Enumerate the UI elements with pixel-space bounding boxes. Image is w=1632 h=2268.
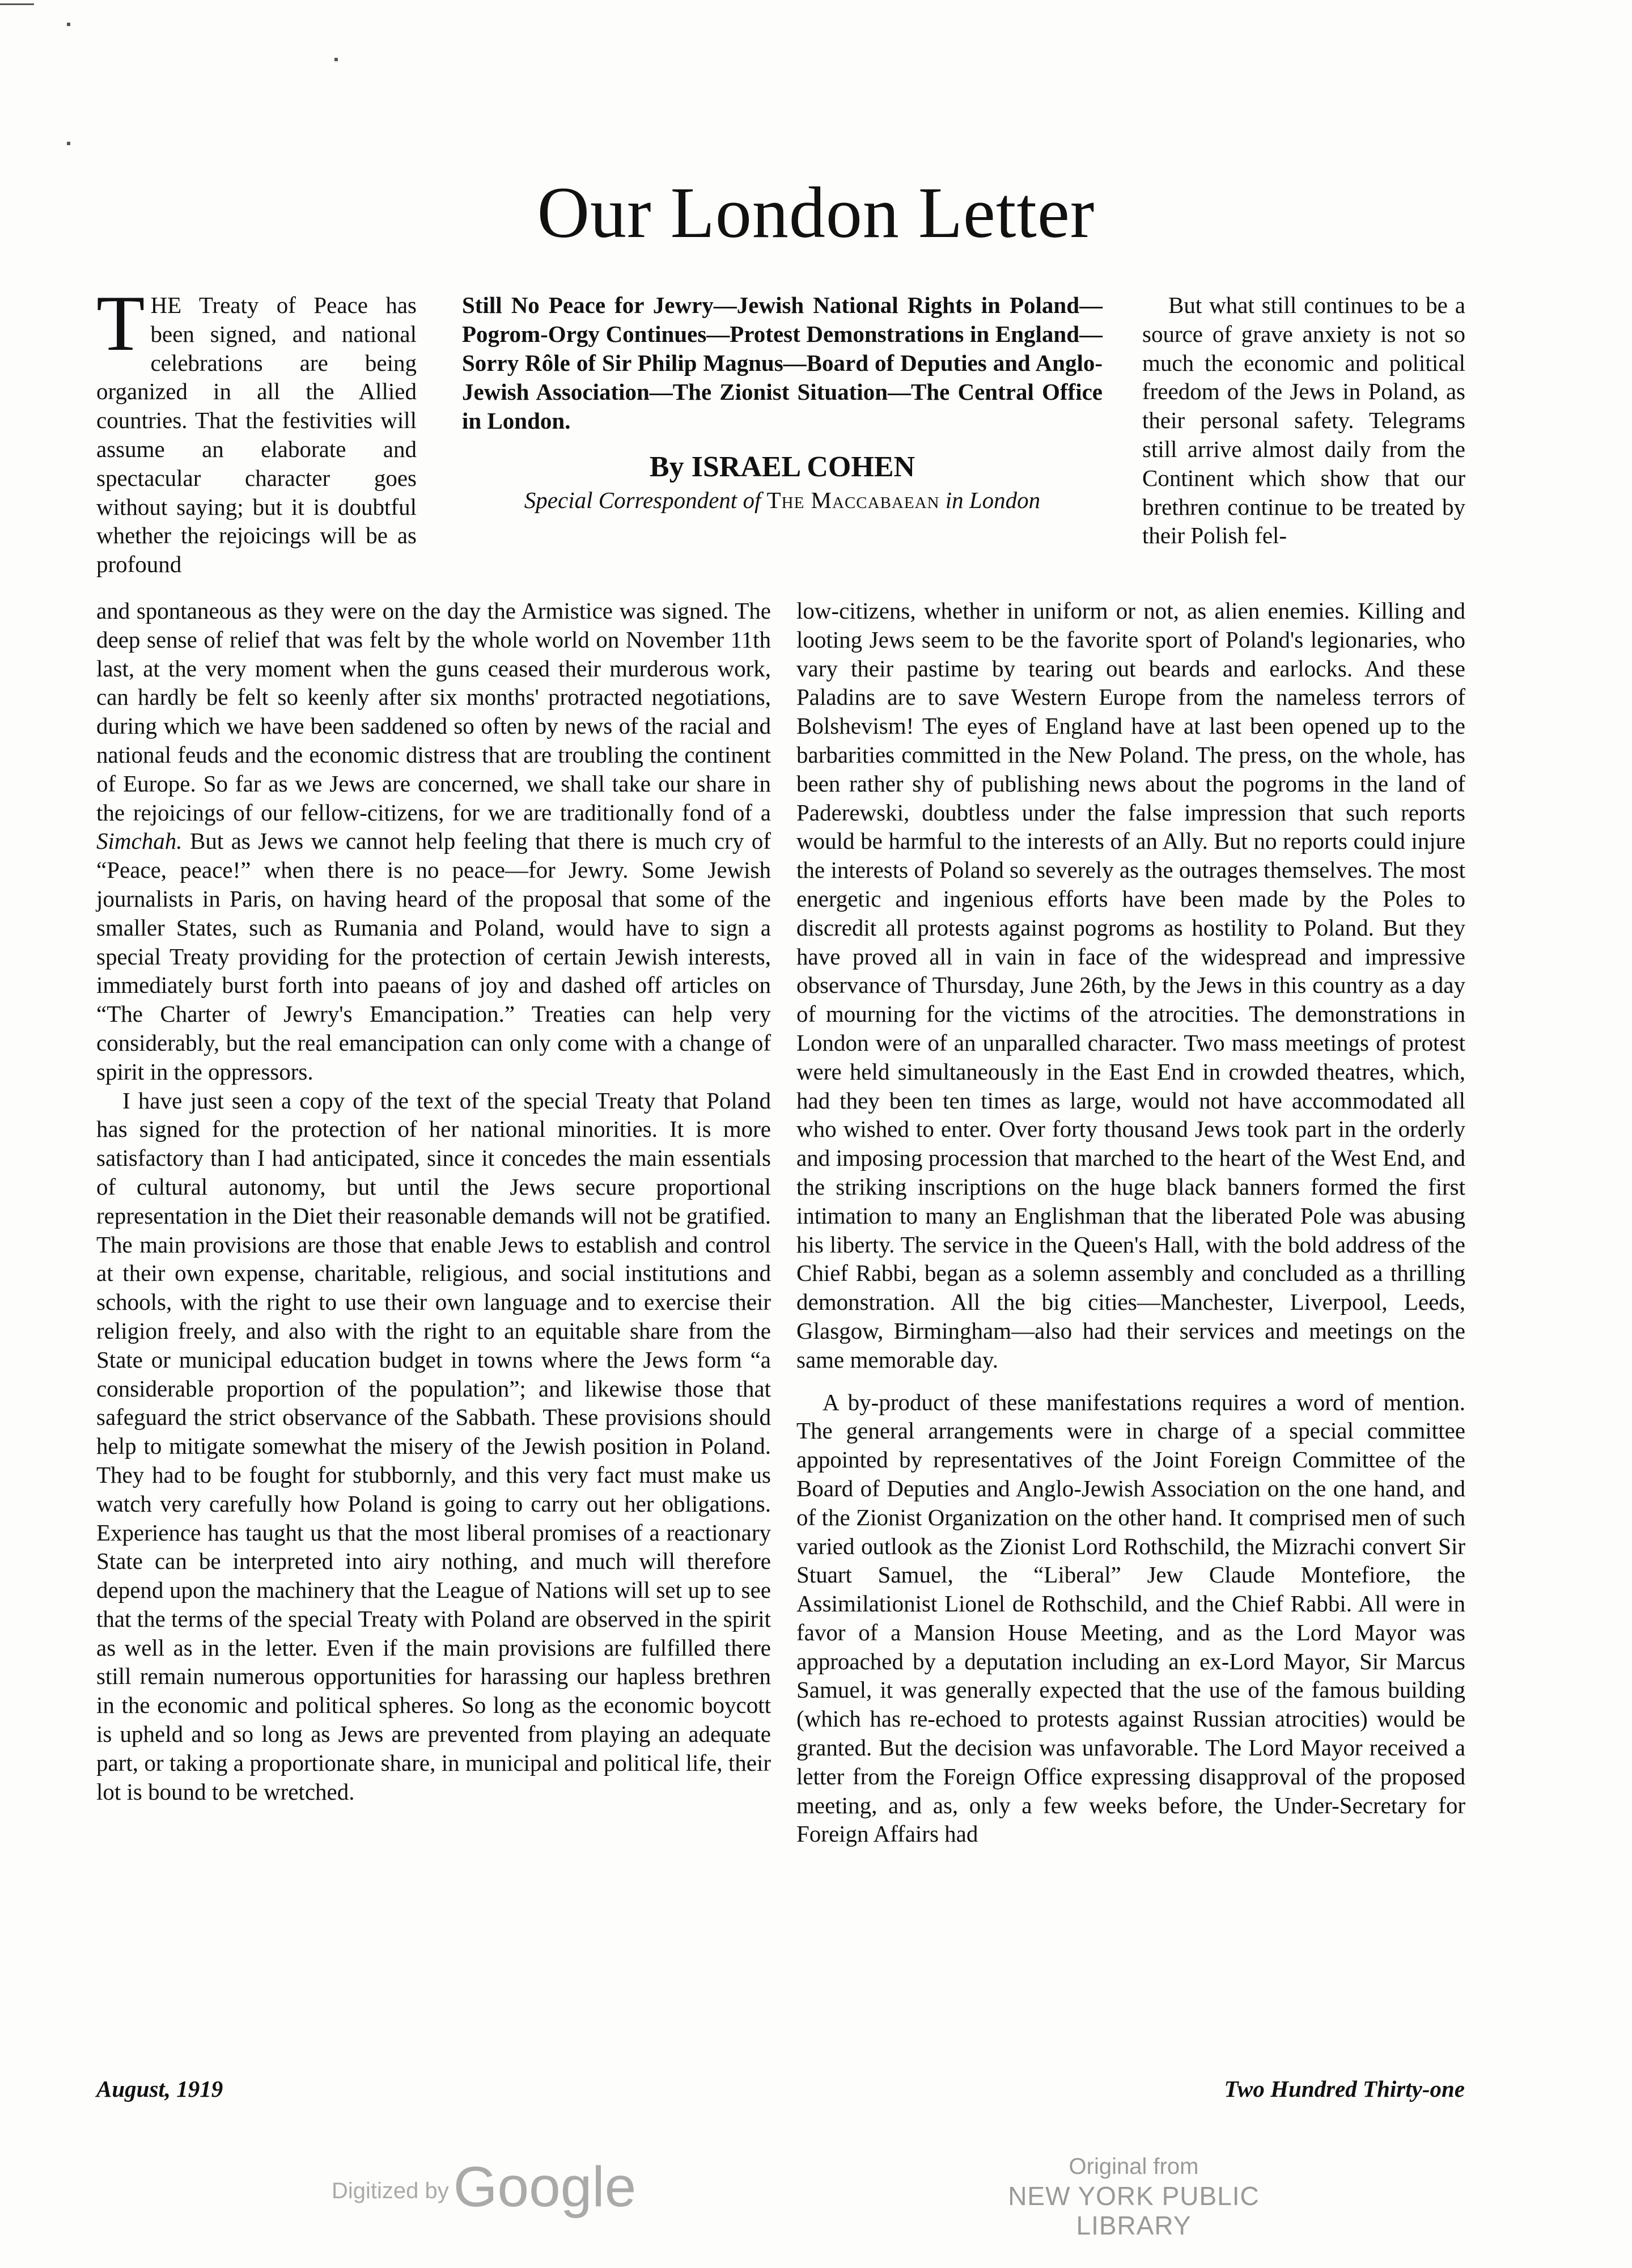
digitized-by-watermark	[332, 2155, 636, 2220]
library-name: NEW YORK PUBLIC LIBRARY	[1008, 2181, 1260, 2240]
correspondent-line	[462, 485, 1103, 515]
paragraph-1-text-a: and spontaneous as they were on the day the Armistice was signed. The deep sense of relief that was felt by the whole world on November 11th last, at the very moment when the guns ceased their murderous work, can hardly be felt so keenly after six months' protracted negotiations, during which we have been saddened so often by news of the racial and national feuds and the economic distress that are troubling the continent of Europe. So far as we Jews are concerned, we shall take our share in the rejoicings of our fellow-citizens, for we are traditionally fond of a	[96, 598, 771, 826]
lead-left-text: HE Treaty of Peace has been signed, and national celebrations are being organized in all the Allied countries. That the festivities will assume an elaborate and spectacular character goes without saying; but it is doubtful whether the rejoicings will be as profound	[96, 292, 417, 578]
simchah-word: Simchah.	[96, 828, 183, 854]
original-from-label: Original from	[1069, 2154, 1199, 2179]
byline: By ISRAEL COHEN	[649, 451, 915, 483]
scan-dot	[67, 142, 70, 145]
body-column-left	[96, 596, 771, 1806]
paragraph-4: A by-product of these manifestations requires a word of mention. The general arrangements were in charge of a special committee appointed by representatives of the Joint Foreign Committee of the Board of Deputies and Anglo-Jewish Association on the one hand, and of the Zionist Organization on the other hand. It comprised men of such varied outlook as the Zionist Lord Rothschild, the Mizrachi convert Sir Stuart Samuel, the “Liberal” Jew Claude Montefiore, the Assimilationist Lionel de Rothschild, and the Chief Rabbi. All were in favor of a Mansion House Meeting, and as the Lord Mayor was approached by a deputation including an ex-Lord Mayor, Sir Marcus Samuel, it was generally expected that the use of the famous building (which has re-echoed to protests against Russian atrocities) would be granted. But the decision was unfavorable. The Lord Mayor received a letter from the Foreign Office expressing disapproval of the proposed meeting, and as, only a few weeks before, the Under-Secretary for Foreign Affairs had	[796, 1389, 1465, 1847]
scan-dot	[67, 23, 70, 26]
paragraph-3: low-citizens, whether in uniform or not, as alien enemies. Killing and looting Jews seem to be the favorite sport of Poland's legionaries, who vary their pastime by tearing out beards and earlocks. And these Paladins are to save Western Europe from the nameless terrors of Bolshevism! The eyes of England have at last been opened up to the barbarities committed in the New Poland. The press, on the whole, has been rather shy of publishing news about the pogroms in the land of Paderewski, doubtless under the false impression that such reports would be harmful to the interests of an Ally. But no reports could injure the interests of Poland so severely as the outrages themselves. The most energetic and ingenious efforts have been made by the Poles to discredit all protests against pogroms as hostility to Poland. But they have proved all in vain in face of the widespread and impressive observance of Thursday, June 26th, by the Jews in this country as a day of mourning for the victims of the atrocities. The demonstrations in London were of an unparalled character. Two mass meetings of protest were held simultaneously in the East End in crowded theatres, which, had they been ten times as large, would not have accommodated all who wished to enter. Over forty thousand Jews took part in the orderly and imposing procession that marched to the heart of the West End, and the striking inscriptions on the huge black banners formed the first intimation to many an Englishman that the liberated Pole was abusing his liberty. The service in the Queen's Hall, with the bold address of the Chief Rabbi, began as a solemn assembly and concluded as a thrilling demonstration. All the big cities—Manchester, Liverpool, Leeds, Glasgow, Birmingham—also had their services and meetings on the same memorable day.	[796, 598, 1465, 1373]
correspondent-label: Special Correspondent of	[524, 487, 761, 513]
article-header-block	[462, 291, 1103, 515]
lead-column-right	[1142, 291, 1465, 550]
body-column-right	[796, 596, 1465, 1848]
footer-date: August, 1919	[96, 2076, 223, 2102]
footer-page-number: Two Hundred Thirty-one	[1224, 2076, 1465, 2102]
magazine-name: The Maccabaean	[766, 487, 940, 513]
lead-column-left	[96, 280, 417, 579]
lead-paragraph	[96, 280, 417, 579]
paragraph-2: I have just seen a copy of the text of the special Treaty that Poland has signed for the protection of her national minorities. It is more satisfactory than I had anticipated, since it concedes the main essentials of cultural autonomy, but until the Jews secure proportional representation in the Diet their reasonable demands will not be gratified. The main provisions are those that enable Jews to establish and control at their own expense, charitable, religious, and social institutions and schools, with the right to use their own language and to exercise their religion freely, and also with the right to an equitable share from the State or municipal education budget in towns where the Jews form “a considerable proportion of the population”; and likewise those that safeguard the strict observance of the Sabbath. These provisions should help to mitigate somewhat the misery of the Jewish position in Poland. They had to be fought for stubbornly, and this very fact must make us watch very carefully how Poland is going to carry out her obligations. Experience has taught us that the most liberal promises of a reactionary State can be interpreted into airy nothing, and much will therefore depend upon the machinery that the League of Nations will set up to see that the terms of the special Treaty with Poland are observed in the spirit as well as in the letter. Even if the main provisions are fulfilled there still remain numerous opportunities for harassing our hapless brethren in the economic and political spheres. So long as the economic boycott is upheld and so long as Jews are prevented from playing an adequate part, or taking a proportionate share, in municipal and political life, their lot is bound to be wretched.	[96, 1087, 771, 1805]
drop-cap: T	[96, 280, 145, 367]
paragraph-1-text-b: But as Jews we cannot help feeling that there is much cry of “Peace, peace!” when there is no peace—for Jewry. Some Jewish journalists in Paris, on having heard of the proposal that some of the smaller States, such as Rumania and Poland, would have to sign a special Treaty providing for the protection of certain Jewish interests, immediately burst forth into paeans of joy and dashed off articles on “The Charter of Jewry's Emancipation.” Treaties can help very considerably, but the real emancipation can only come with a change of spirit in the oppressors.	[96, 828, 772, 1085]
correspondent-place: in London	[945, 487, 1041, 513]
lead-right-paragraph: But what still continues to be a source of grave anxiety is not so much the economic and political freedom of the Jews in Poland, as their personal safety. Telegrams still arrive almost daily from the Continent which show that our brethren continue to be treated by their Polish fel-	[1142, 292, 1465, 549]
scan-mark	[0, 3, 34, 5]
subheadings: Still No Peace for Jewry—Jewish National Rights in Poland—Pogrom-Orgy Continues—Protest Demonstrations in England—Sorry Rôle of Sir Philip Magnus—Board of Deputies and Anglo-Jewish Association—The Zionist Situation—The Central Office in London.	[462, 292, 1103, 434]
library-watermark	[964, 2152, 1304, 2240]
paragraph-1	[96, 596, 771, 1086]
google-logo: Google	[453, 2155, 637, 2219]
article-title: Our London Letter	[537, 172, 1095, 253]
digitized-by-label: Digitized by	[332, 2178, 449, 2203]
scan-dot	[334, 58, 338, 61]
